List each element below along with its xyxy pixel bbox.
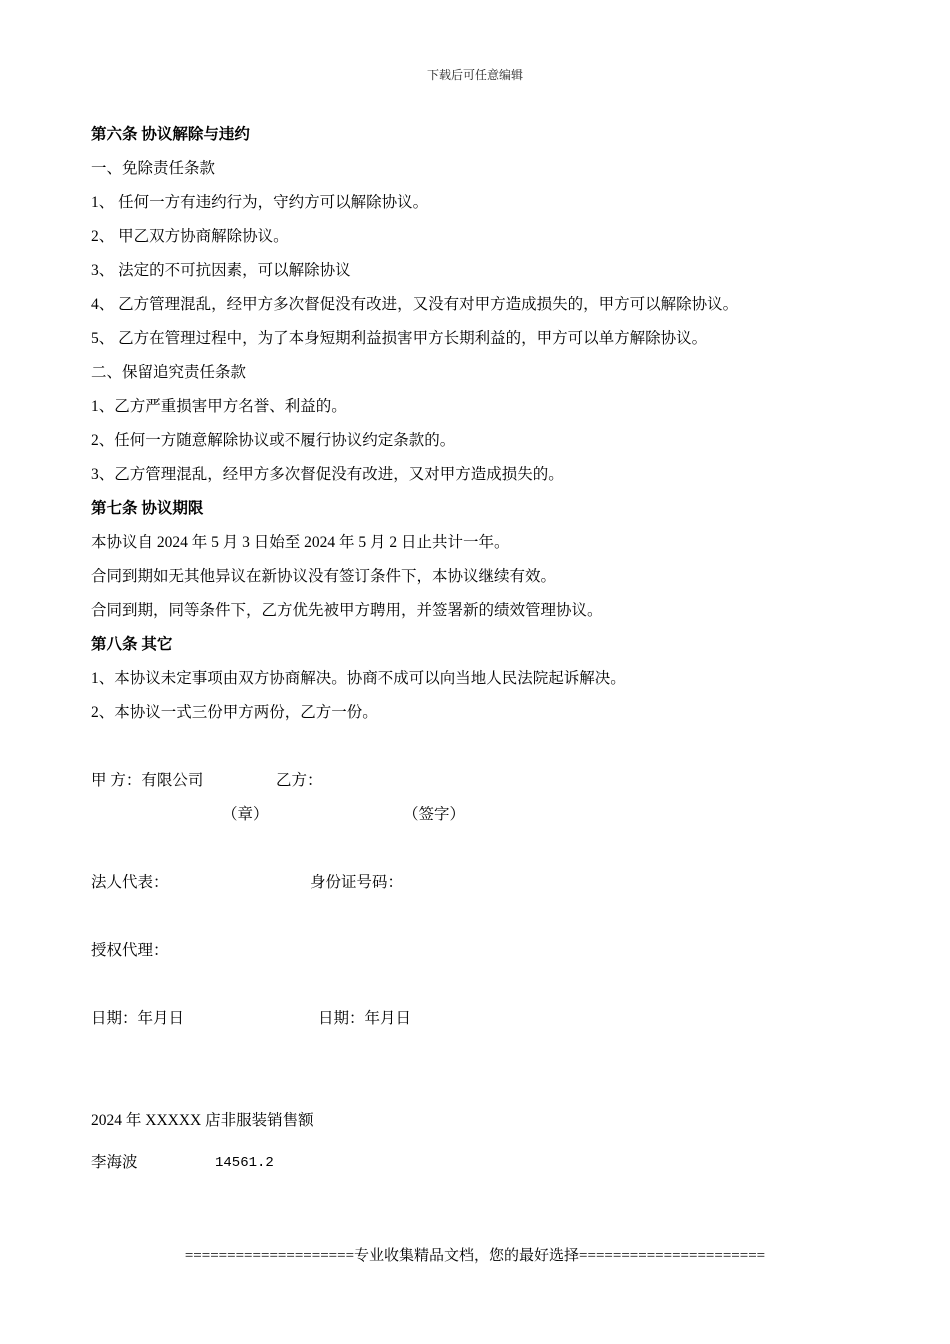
paragraph: 合同到期，同等条件下，乙方优先被甲方聘用，并签署新的绩效管理协议。 [91,602,603,619]
sales-amount: 14561.2 [215,1155,274,1171]
list-item: 3、乙方管理混乱，经甲方多次督促没有改进，又对甲方造成损失的。 [91,466,564,483]
party-a-label: 甲 方：有限公司 [91,772,204,789]
paragraph: 1、本协议未定事项由双方协商解决。协商不成可以向当地人民法院起诉解决。 [91,670,626,687]
sales-title: 2024 年 XXXXX 店非服装销售额 [91,1112,314,1129]
list-item: 1、乙方严重损害甲方名誉、利益的。 [91,398,347,415]
page-footer: ====================专业收集精品文档，您的最好选择====================== [184,1248,766,1264]
list-item: 5、 乙方在管理过程中，为了本身短期利益损害甲方长期利益的，甲方可以单方解除协议。 [91,330,708,347]
article-6-subheading-1: 一、免除责任条款 [91,160,216,177]
list-item: 2、 甲乙双方协商解除协议。 [91,228,289,245]
list-item: 3、 法定的不可抗因素，可以解除协议 [91,262,351,279]
date-a-label: 日期：年月日 [91,1010,185,1027]
list-item: 1、 任何一方有违约行为，守约方可以解除协议。 [91,194,429,211]
list-item: 4、 乙方管理混乱，经甲方多次督促没有改进，又没有对甲方造成损失的，甲方可以解除协议。 [91,296,739,313]
legal-representative-label: 法人代表： [91,874,169,891]
article-8-title: 第八条 其它 [91,636,173,653]
list-item: 2、任何一方随意解除协议或不履行协议约定条款的。 [91,432,456,449]
article-7-title: 第七条 协议期限 [91,500,204,517]
id-number-label: 身份证号码： [310,874,404,891]
party-b-label: 乙方： [276,772,323,789]
article-6-subheading-2: 二、保留追究责任条款 [91,364,247,381]
article-6-title: 第六条 协议解除与违约 [91,126,250,143]
date-b-label: 日期：年月日 [318,1010,412,1027]
seal-label: （章） [222,806,269,823]
paragraph: 2、本协议一式三份甲方两份，乙方一份。 [91,704,378,721]
sign-label: （签字） [403,806,466,823]
sales-name: 李海波 [91,1154,138,1171]
page-header: 下载后可任意编辑 [426,68,523,82]
paragraph: 合同到期如无其他异议在新协议没有签订条件下，本协议继续有效。 [91,568,557,585]
paragraph: 本协议自 2024 年 5 月 3 日始至 2024 年 5 月 2 日止共计一年。 [91,534,510,551]
authorized-agent-label: 授权代理： [91,942,169,959]
